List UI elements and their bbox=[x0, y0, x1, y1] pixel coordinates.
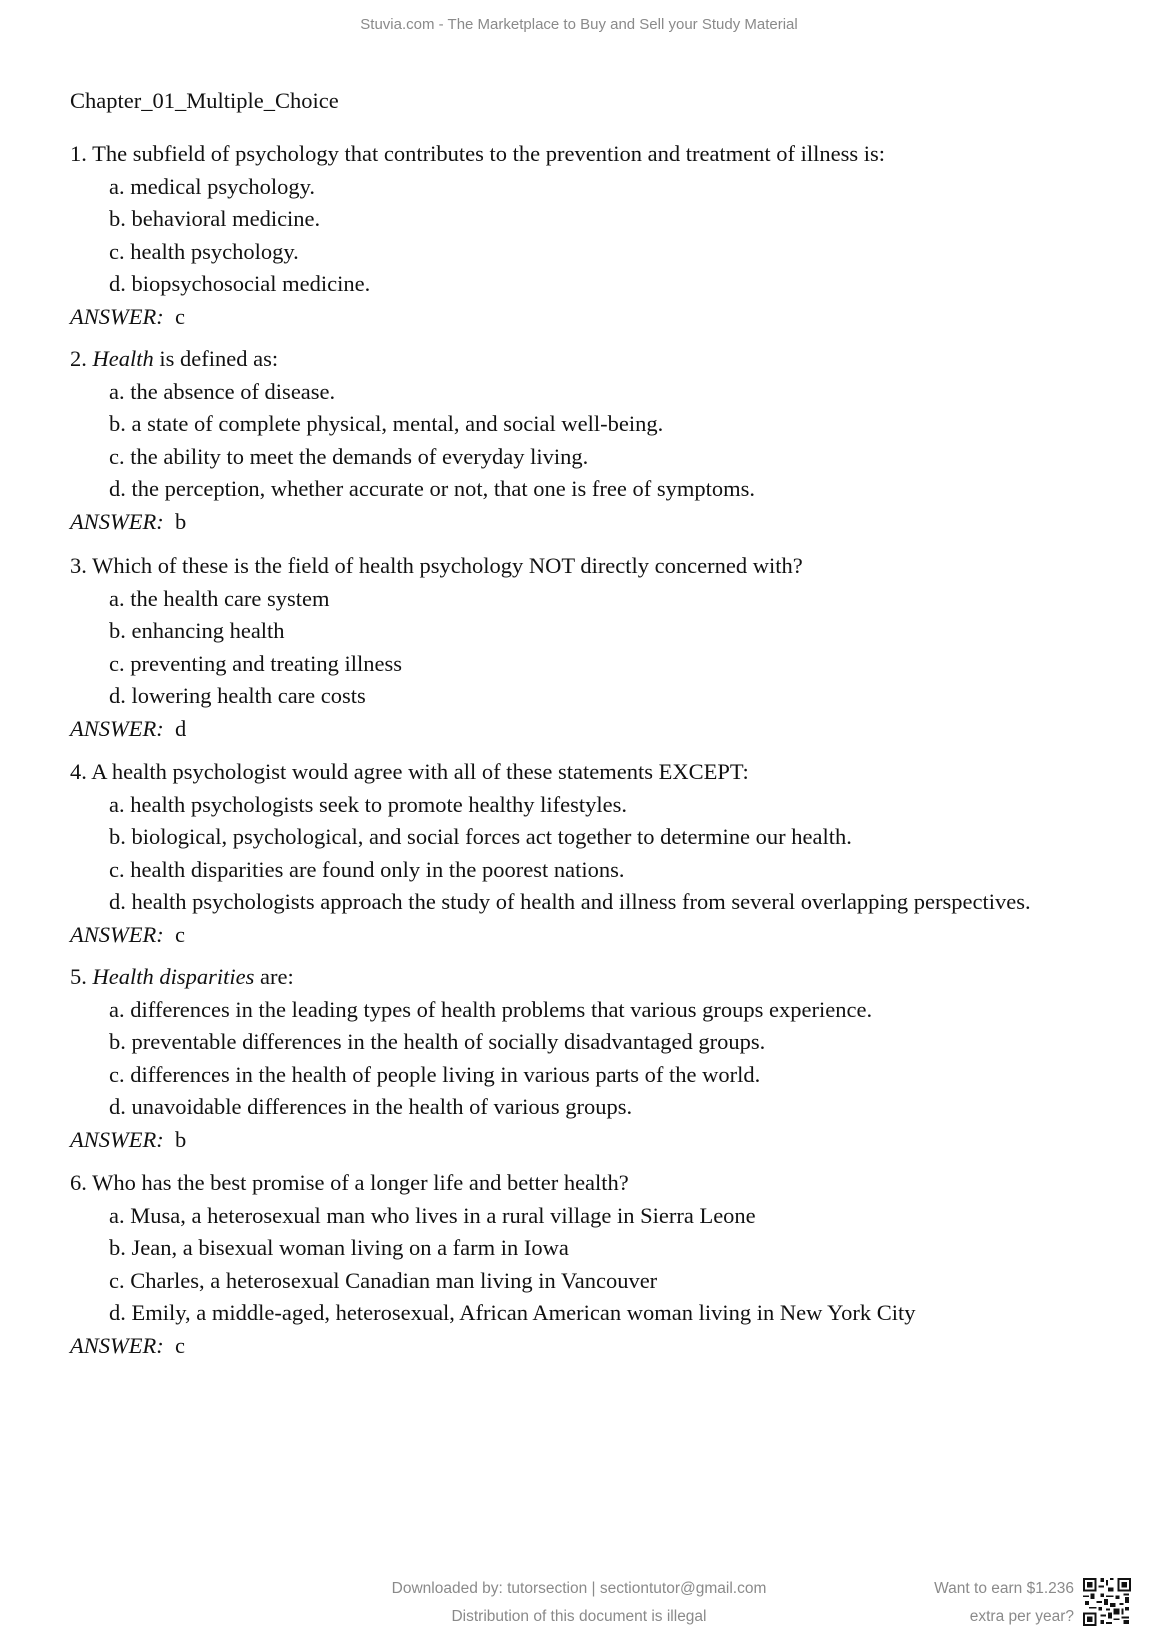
earn-promo-line1: Want to earn $1.236 bbox=[934, 1580, 1074, 1597]
option-text: unavoidable differences in the health of various groups. bbox=[131, 1094, 633, 1119]
answer-line bbox=[70, 506, 755, 539]
option-letter: c. bbox=[109, 1267, 125, 1293]
option-text: medical psychology. bbox=[130, 173, 315, 199]
question-number: 3. bbox=[70, 553, 87, 578]
option-letter: d. bbox=[109, 1094, 126, 1119]
question-number: 1. bbox=[70, 141, 87, 166]
option-item bbox=[70, 1026, 872, 1059]
answer-line bbox=[70, 1124, 872, 1157]
option-letter: a. bbox=[109, 996, 125, 1022]
earn-promo-line2: extra per year? bbox=[969, 1608, 1074, 1625]
question-stem bbox=[70, 1167, 916, 1200]
answer-line bbox=[70, 919, 1031, 952]
option-item bbox=[70, 583, 803, 616]
answer-line bbox=[70, 301, 885, 334]
option-text: the perception, whether accurate or not, that one is free of symptoms. bbox=[131, 476, 756, 501]
option-text: preventing and treating illness bbox=[130, 650, 403, 676]
question-stem bbox=[70, 756, 1031, 789]
options-list bbox=[70, 994, 872, 1124]
option-item bbox=[70, 408, 755, 441]
option-text: biopsychosocial medicine. bbox=[131, 271, 371, 296]
answer-value: d bbox=[174, 715, 187, 741]
option-letter: a. bbox=[109, 1202, 125, 1228]
option-text: biological, psychological, and social forces act together to determine our health. bbox=[131, 824, 852, 849]
option-letter: d. bbox=[109, 271, 126, 296]
option-text: health psychologists approach the study of health and illness from several overlapping perspectives. bbox=[131, 889, 1031, 914]
option-letter: d. bbox=[109, 1300, 126, 1325]
option-text: the absence of disease. bbox=[130, 378, 336, 404]
option-item bbox=[70, 171, 885, 204]
option-letter: b. bbox=[109, 411, 126, 436]
option-text: Musa, a heterosexual man who lives in a rural village in Sierra Leone bbox=[130, 1202, 756, 1228]
question-number: 4. bbox=[70, 759, 87, 784]
earn-promo[interactable] bbox=[934, 1575, 1074, 1631]
option-item bbox=[70, 203, 885, 236]
option-text: health psychology. bbox=[130, 238, 299, 264]
option-item bbox=[70, 615, 803, 648]
option-item bbox=[70, 376, 755, 409]
answer-value: c bbox=[174, 1332, 185, 1358]
option-letter: c. bbox=[109, 650, 125, 676]
option-text: Emily, a middle-aged, heterosexual, African American woman living in New York City bbox=[131, 1300, 916, 1325]
option-letter: c. bbox=[109, 1061, 125, 1087]
option-item bbox=[70, 648, 803, 681]
option-text: enhancing health bbox=[131, 618, 285, 643]
question-number: 6. bbox=[70, 1170, 87, 1195]
question-block bbox=[70, 756, 1031, 951]
answer-label: ANSWER: bbox=[70, 303, 164, 329]
answer-label: ANSWER: bbox=[70, 921, 164, 947]
question-text: is defined as: bbox=[153, 346, 279, 371]
option-text: Jean, a bisexual woman living on a farm in Iowa bbox=[131, 1235, 569, 1260]
option-letter: a. bbox=[109, 378, 125, 404]
question-block bbox=[70, 343, 755, 538]
option-text: Charles, a heterosexual Canadian man living in Vancouver bbox=[130, 1267, 658, 1293]
option-item bbox=[70, 441, 755, 474]
option-letter: b. bbox=[109, 824, 126, 849]
question-stem bbox=[70, 961, 872, 994]
option-text: lowering health care costs bbox=[131, 683, 366, 708]
answer-label: ANSWER: bbox=[70, 1332, 164, 1358]
question-stem bbox=[70, 343, 755, 376]
question-text: Who has the best promise of a longer life and better health? bbox=[92, 1170, 629, 1195]
options-list bbox=[70, 1200, 916, 1330]
option-item bbox=[70, 1200, 916, 1233]
answer-label: ANSWER: bbox=[70, 508, 164, 534]
option-text: a state of complete physical, mental, and social well-being. bbox=[131, 411, 664, 436]
answer-line bbox=[70, 1330, 916, 1363]
question-term: Health bbox=[92, 346, 154, 371]
question-block bbox=[70, 138, 885, 333]
option-text: health disparities are found only in the poorest nations. bbox=[130, 856, 625, 882]
question-block bbox=[70, 961, 872, 1156]
answer-value: b bbox=[174, 1126, 187, 1152]
option-letter: a. bbox=[109, 585, 125, 611]
option-letter: d. bbox=[109, 889, 126, 914]
option-text: the health care system bbox=[130, 585, 330, 611]
question-text: Which of these is the field of health psychology NOT directly concerned with? bbox=[92, 553, 803, 578]
option-item bbox=[70, 268, 885, 301]
option-text: preventable differences in the health of socially disadvantaged groups. bbox=[131, 1029, 766, 1054]
question-term: Health disparities bbox=[92, 964, 255, 989]
question-stem bbox=[70, 138, 885, 171]
question-text: are: bbox=[254, 964, 294, 989]
answer-value: c bbox=[174, 921, 185, 947]
option-letter: a. bbox=[109, 173, 125, 199]
answer-value: c bbox=[174, 303, 185, 329]
option-item bbox=[70, 1232, 916, 1265]
option-letter: c. bbox=[109, 856, 125, 882]
option-item bbox=[70, 1297, 916, 1330]
question-text: The subfield of psychology that contributes to the prevention and treatment of illness is: bbox=[92, 141, 886, 166]
question-number: 2. bbox=[70, 346, 87, 371]
qr-code-icon[interactable] bbox=[1083, 1578, 1131, 1626]
answer-line bbox=[70, 713, 803, 746]
option-item bbox=[70, 473, 755, 506]
option-item bbox=[70, 1091, 872, 1124]
option-item bbox=[70, 886, 1031, 919]
chapter-title: Chapter_01_Multiple_Choice bbox=[70, 88, 339, 113]
answer-value: b bbox=[174, 508, 187, 534]
options-list bbox=[70, 376, 755, 506]
option-item bbox=[70, 994, 872, 1027]
question-stem bbox=[70, 550, 803, 583]
stuvia-header: Stuvia.com - The Marketplace to Buy and Sell your Study Material bbox=[360, 16, 798, 33]
option-item bbox=[70, 680, 803, 713]
options-list bbox=[70, 789, 1031, 919]
option-letter: b. bbox=[109, 1235, 126, 1260]
option-item bbox=[70, 1059, 872, 1092]
option-text: behavioral medicine. bbox=[131, 206, 321, 231]
downloaded-by-text: Downloaded by: tutorsection | sectiontutor@gmail.com bbox=[391, 1580, 767, 1597]
question-block bbox=[70, 1167, 916, 1362]
option-item bbox=[70, 789, 1031, 822]
option-text: differences in the leading types of health problems that various groups experience. bbox=[130, 996, 873, 1022]
option-letter: d. bbox=[109, 476, 126, 501]
option-text: the ability to meet the demands of everyday living. bbox=[130, 443, 589, 469]
option-item bbox=[70, 821, 1031, 854]
option-text: health psychologists seek to promote healthy lifestyles. bbox=[130, 791, 628, 817]
option-letter: d. bbox=[109, 683, 126, 708]
answer-label: ANSWER: bbox=[70, 1126, 164, 1152]
option-letter: b. bbox=[109, 618, 126, 643]
answer-label: ANSWER: bbox=[70, 715, 164, 741]
options-list bbox=[70, 171, 885, 301]
option-text: differences in the health of people living in various parts of the world. bbox=[130, 1061, 761, 1087]
option-item bbox=[70, 1265, 916, 1298]
question-text: A health psychologist would agree with all of these statements EXCEPT: bbox=[91, 759, 749, 784]
option-letter: c. bbox=[109, 443, 125, 469]
option-item bbox=[70, 236, 885, 269]
option-item bbox=[70, 854, 1031, 887]
question-number: 5. bbox=[70, 964, 87, 989]
question-block bbox=[70, 550, 803, 745]
option-letter: b. bbox=[109, 206, 126, 231]
distribution-notice: Distribution of this document is illegal bbox=[451, 1608, 707, 1625]
options-list bbox=[70, 583, 803, 713]
option-letter: b. bbox=[109, 1029, 126, 1054]
option-letter: a. bbox=[109, 791, 125, 817]
option-letter: c. bbox=[109, 238, 125, 264]
